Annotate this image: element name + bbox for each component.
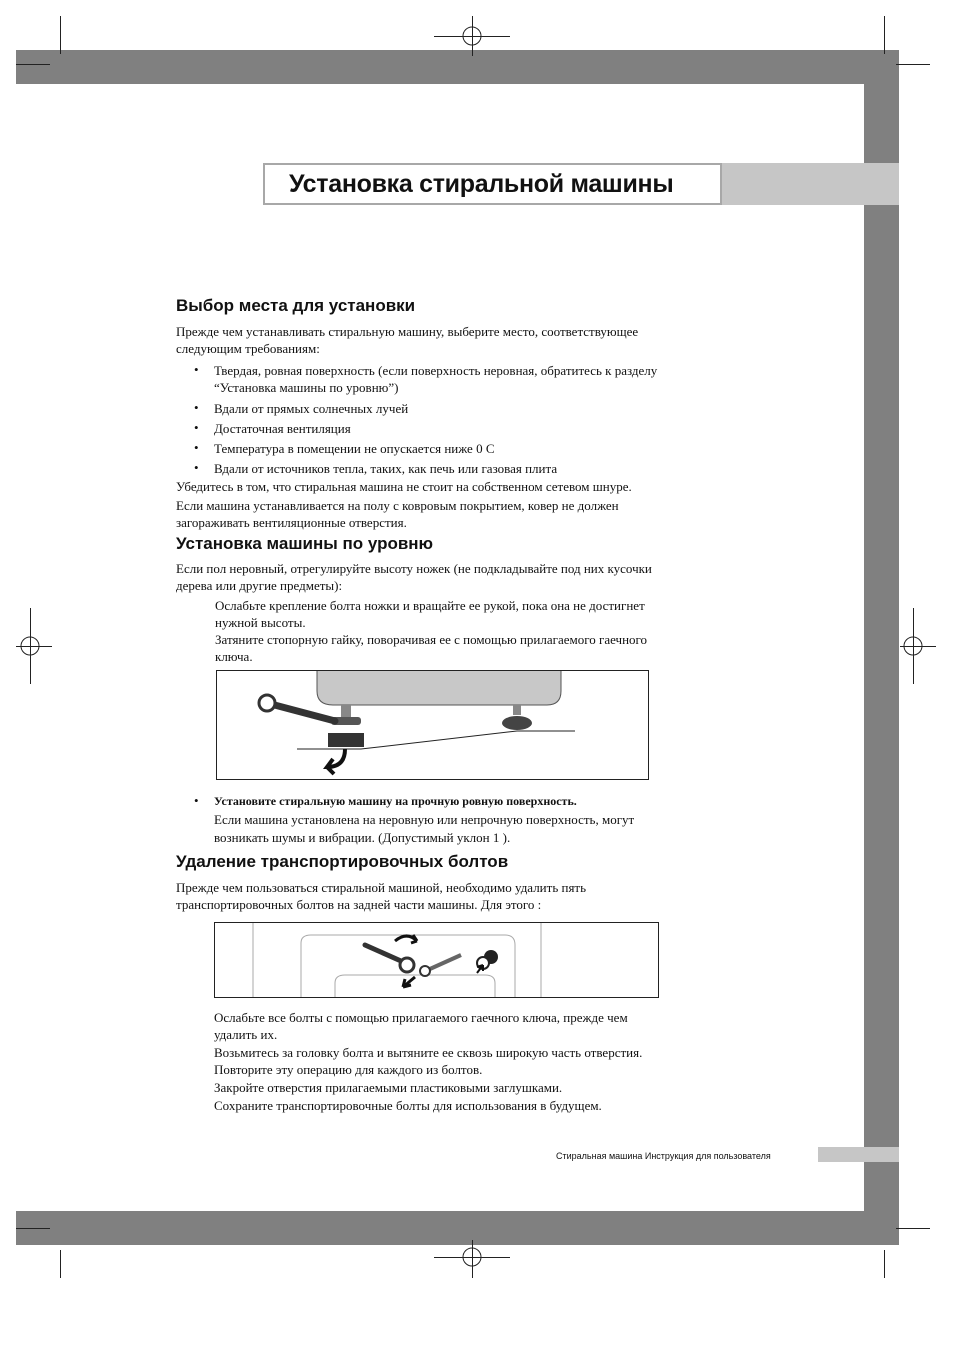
step-text: удалить их.: [214, 1027, 278, 1042]
paragraph: Если машина установлена на неровную или непрочную поверхность, могут: [214, 812, 635, 827]
leveling-figure: [216, 670, 649, 780]
list-item: Вдали от прямых солнечных лучей: [214, 401, 409, 416]
step-text: Закройте отверстия прилагаемыми пластиковыми заглушками.: [214, 1080, 563, 1095]
list-item: Вдали от источников тепла, таких, как печь или газовая плита: [214, 461, 558, 476]
list-item: Температура в помещении не опускается ниже 0 С: [214, 441, 495, 456]
paragraph: Прежде чем пользоваться стиральной машиной, необходимо удалить пять: [176, 880, 587, 895]
bolts-figure: [214, 922, 659, 998]
bullet-dot: •: [194, 793, 199, 808]
step-text: Возьмитесь за головку болта и вытяните ее сквозь широкую часть отверстия.: [214, 1045, 643, 1060]
section-heading-leveling: Установка машины по уровню: [176, 534, 434, 553]
step-text: Повторите эту операцию для каждого из болтов.: [214, 1062, 483, 1077]
bullet-dot: •: [194, 460, 199, 475]
paragraph: загораживать вентиляционные отверстия.: [176, 515, 407, 530]
step-text: нужной высоты.: [215, 615, 306, 630]
paragraph: Убедитесь в том, что стиральная машина не стоит на собственном сетевом шнуре.: [176, 479, 632, 494]
step-text: Ослабьте все болты с помощью прилагаемого гаечного ключа, прежде чем: [214, 1010, 628, 1025]
list-item: Достаточная вентиляция: [214, 421, 351, 436]
section-heading-location: Выбор места для установки: [176, 296, 416, 315]
paragraph: Прежде чем устанавливать стиральную машину, выберите место, соответствующее: [176, 324, 639, 339]
bullet-dot: •: [194, 400, 199, 415]
paragraph: Если машина устанавливается на полу с ковровым покрытием, ковер не должен: [176, 498, 619, 513]
bullet-dot: •: [194, 362, 199, 377]
section-heading-bolts: Удаление транспортировочных болтов: [176, 852, 509, 871]
bold-warning: Установите стиральную машину на прочную ровную поверхность.: [214, 794, 577, 808]
footer-text: Стиральная машина Инструкция для пользователя: [556, 1151, 771, 1161]
list-item: “Установка машины по уровню”): [214, 380, 399, 395]
paragraph: транспортировочных болтов на задней части машины. Для этого :: [176, 897, 542, 912]
step-text: ключа.: [215, 649, 253, 664]
paragraph: следующим требованиям:: [176, 341, 320, 356]
bullet-dot: •: [194, 440, 199, 455]
list-item: Твердая, ровная поверхность (если поверхность неровная, обратитесь к разделу: [214, 363, 658, 378]
step-text: Сохраните транспортировочные болты для использования в будущем.: [214, 1098, 602, 1113]
paragraph: возникать шумы и вибрации. (Допустимый уклон 1 ).: [214, 830, 511, 845]
paragraph: Если пол неровный, отрегулируйте высоту ножек (не подкладывайте под них кусочки: [176, 561, 652, 576]
step-text: Затяните стопорную гайку, поворачивая ее с помощью прилагаемого гаечного: [215, 632, 648, 647]
bullet-dot: •: [194, 420, 199, 435]
paragraph: дерева или другие предметы):: [176, 578, 343, 593]
page-title-box: [263, 163, 722, 205]
page-title: Установка стиральной машины: [289, 170, 674, 198]
step-text: Ослабьте крепление болта ножки и вращайте ее рукой, пока она не достигнет: [215, 598, 645, 613]
